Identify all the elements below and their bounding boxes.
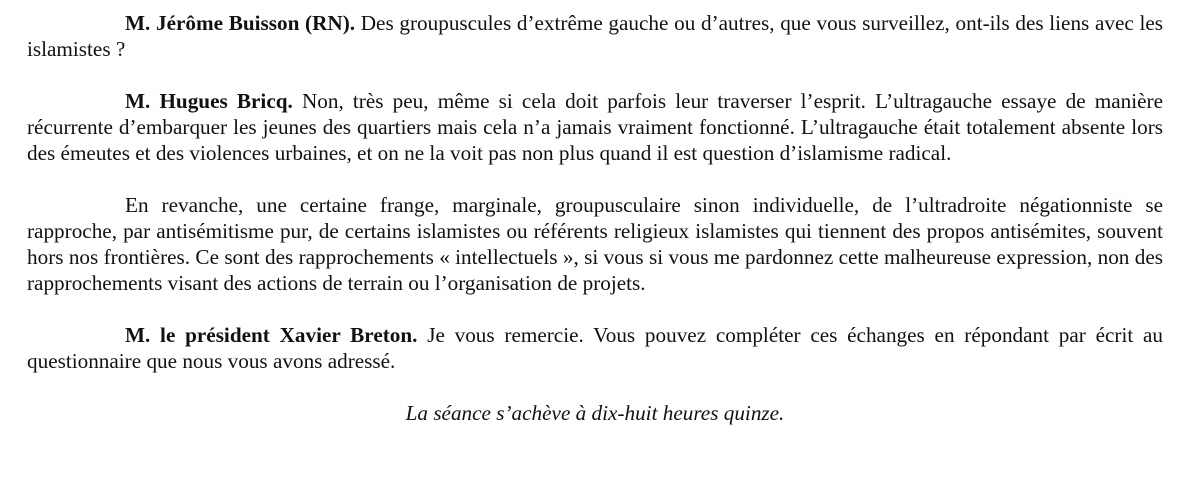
paragraph-buisson [27,10,1163,62]
paragraph-bricq [27,88,1163,166]
paragraph-text: Des groupuscules d’extrême gauche ou d’autres, que vous surveillez, ont-ils des liens avec les islamistes ? [27,11,1163,61]
paragraph-text: En revanche, une certaine frange, marginale, groupusculaire sinon individuelle, de l’ultradroite négationniste se rapproche, par antisémitisme pur, de certains islamistes ou référents religieux islamistes qui tiennent des propos antisémites, souvent hors nos frontières. Ce sont des rapprochements « intellectuels », si vous si vous me pardonnez cette malheureuse expression, non des rapprochements visant des actions de terrain ou l’organisation de projets. [27,193,1163,295]
paragraph-text: Non, très peu, même si cela doit parfois leur traverser l’esprit. L’ultragauche essaye de manière récurrente d’embarquer les jeunes des quartiers mais cela n’a jamais vraiment fonctionné. L’ultragauche était totalement absente lors des émeutes et des violences urbaines, et on ne la voit pas non plus quand il est question d’islamisme radical. [27,89,1163,165]
paragraph-bricq-continued [27,192,1163,296]
speaker-name: M. Jérôme Buisson (RN). [125,11,356,35]
speaker-name: M. le président Xavier Breton. [125,323,418,347]
paragraph-text: Je vous remercie. Vous pouvez compléter ces échanges en répondant par écrit au questionnaire que nous vous avons adressé. [27,323,1163,373]
speaker-name: M. Hugues Bricq. [125,89,293,113]
transcript-page [27,10,1163,447]
paragraph-breton [27,322,1163,374]
session-closing: La séance s’achève à dix-huit heures quinze. [405,401,785,425]
